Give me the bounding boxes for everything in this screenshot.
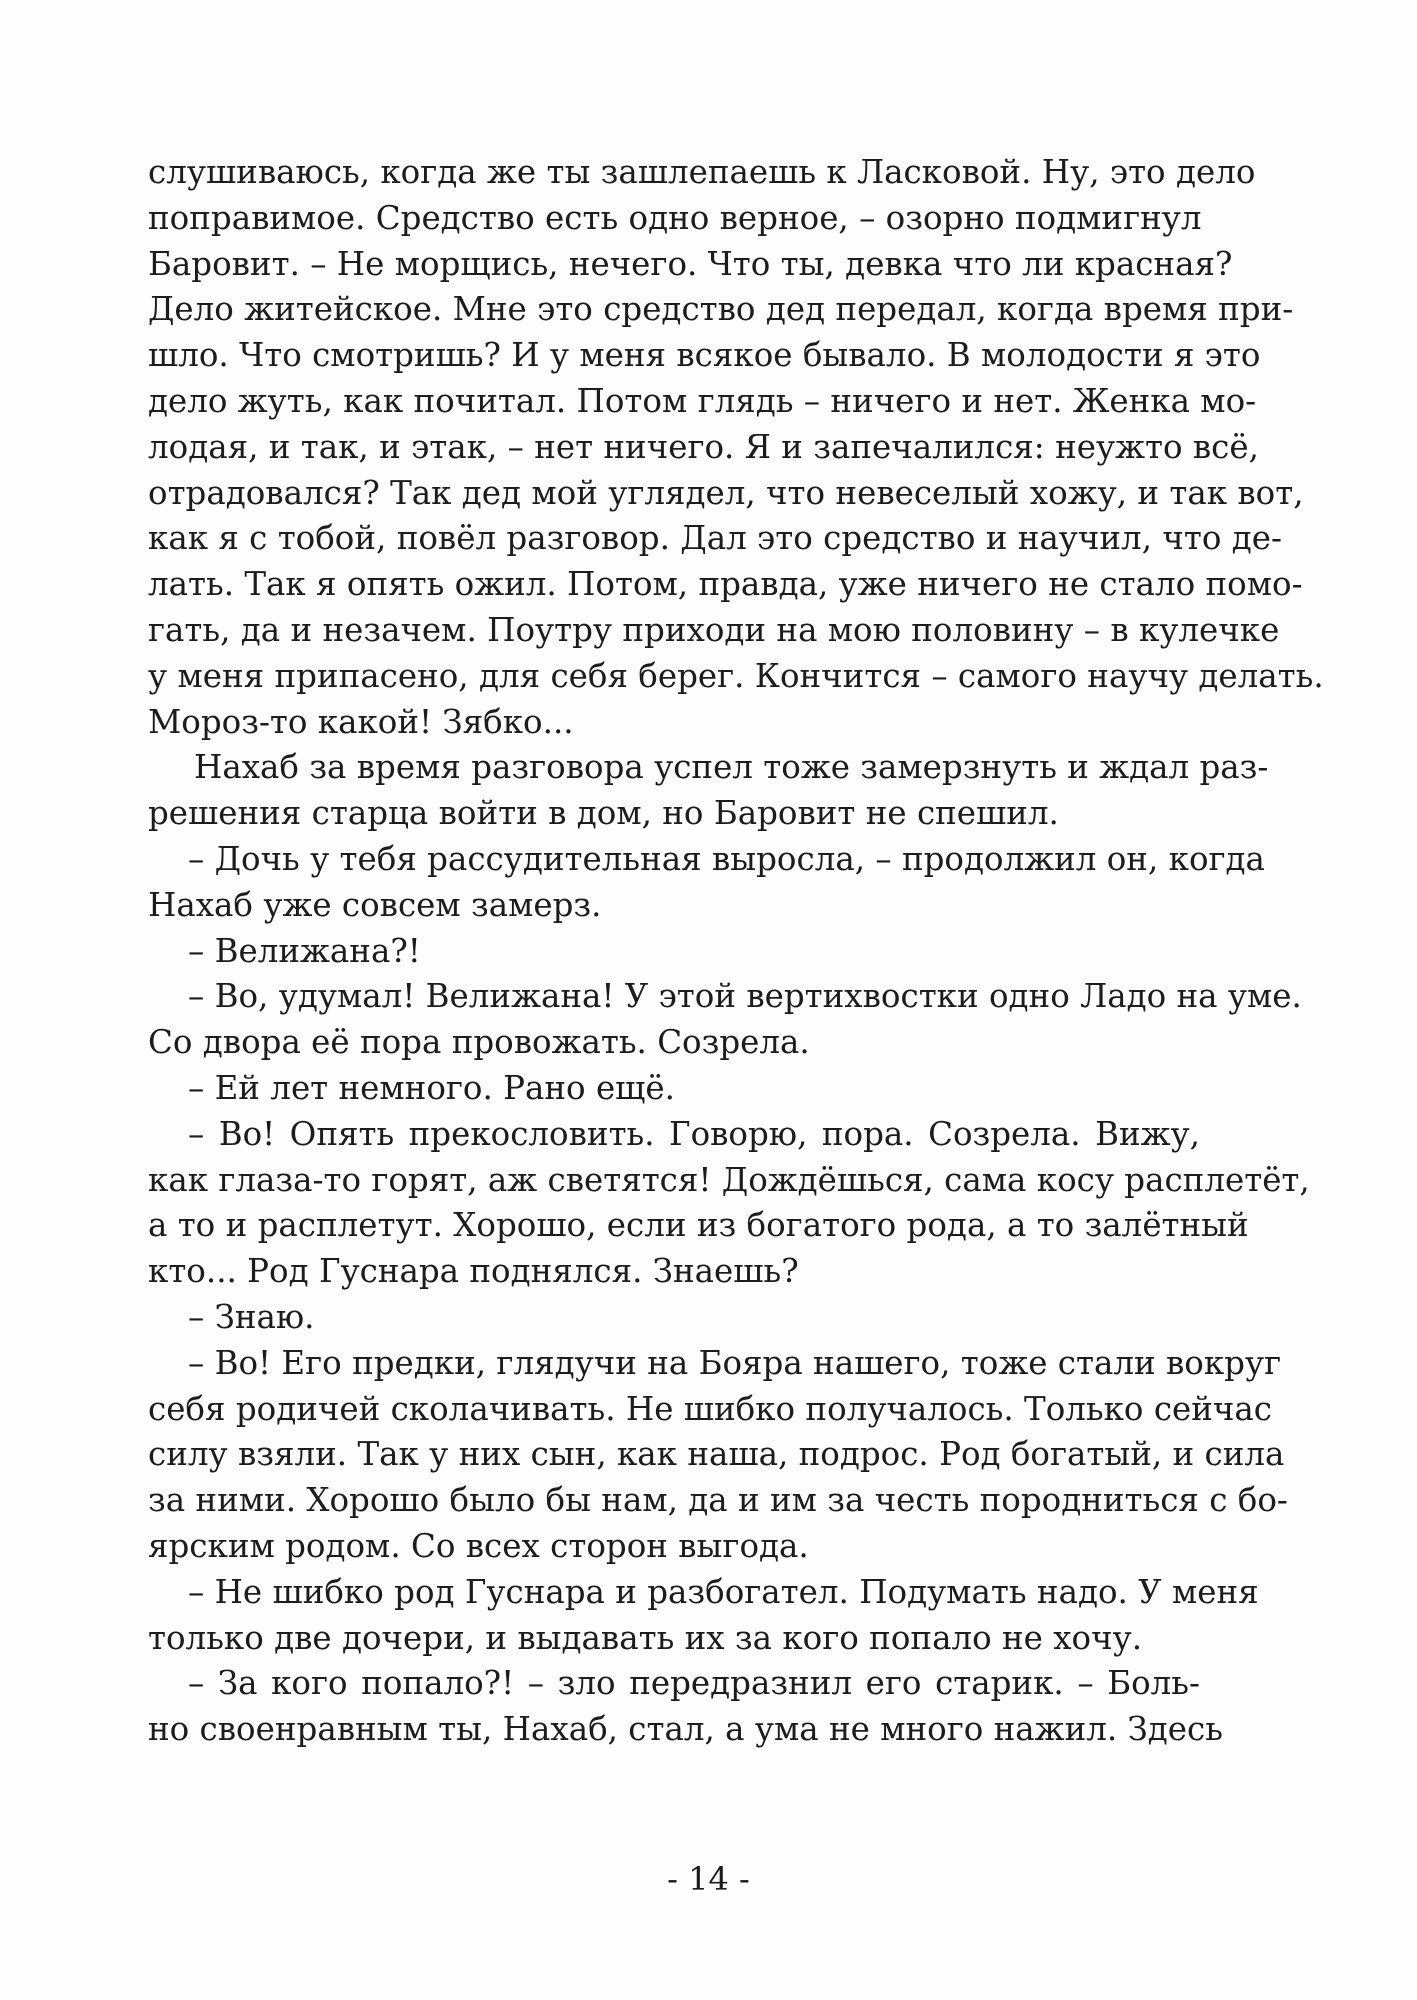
text-line: – Знаю. [188, 1297, 315, 1336]
text-line: за ними. Хорошо было бы нам, да и им за честь породниться с бо- [148, 1481, 1288, 1520]
text-line: ярским родом. Со всех сторон выгода. [148, 1526, 809, 1565]
text-line: кто... Род Гуснара поднялся. Знаешь? [148, 1252, 799, 1291]
text-line: Со двора её пора провожать. Созрела. [148, 1023, 810, 1062]
text-line: у меня припасено, для себя берег. Кончится – самого научу делать. [148, 656, 1324, 695]
text-line: слушиваюсь, когда же ты зашлепаешь к Ласковой. Ну, это дело [148, 153, 1256, 191]
text-line: – Велижана?! [188, 931, 421, 970]
text-line: но своенравным ты, Нахаб, стал, а ума не много нажил. Здесь [148, 1710, 1223, 1749]
text-line: себя родичей сколачивать. Не шибко получалось. Только сейчас [148, 1389, 1272, 1428]
text-line: Нахаб уже совсем замерз. [148, 885, 602, 924]
page-number: - 14 - [667, 1860, 750, 1898]
text-line: как глаза-то горят, аж светятся! Дождёшься, сама косу расплетёт, [148, 1160, 1310, 1199]
text-line: – Во, удумал! Велижана! У этой вертихвостки одно Ладо на уме. [188, 977, 1302, 1016]
text-line: Нахаб за время разговора успел тоже замерзнуть и ждал раз- [194, 748, 1269, 787]
text-line: – Ей лет немного. Рано ещё. [188, 1068, 675, 1107]
text-line: дело жуть, как почитал. Потом глядь – ничего и нет. Женка мо- [148, 381, 1257, 420]
text-line: силу взяли. Так у них сын, как наша, подрос. Род богатый, и сила [148, 1435, 1285, 1474]
text-line: гать, да и незачем. Поутру приходи на мою половину – в кулечке [148, 610, 1280, 649]
text-line: Дело житейское. Мне это средство дед передал, когда время при- [148, 290, 1294, 329]
text-line: отрадовался? Так дед мой углядел, что невеселый хожу, и так вот, [148, 473, 1304, 512]
text-line: – Дочь у тебя рассудительная выросла, – продолжил он, когда [188, 839, 1265, 878]
text-line: шло. Что смотришь? И у меня всякое бывало. В молодости я это [148, 336, 1261, 375]
text-line: лать. Так я опять ожил. Потом, правда, уже ничего не стало помо- [148, 565, 1303, 604]
text-line: только две дочери, и выдавать их за кого попало не хочу. [148, 1618, 1143, 1657]
text-line: Баровит. – Не морщись, нечего. Что ты, девка что ли красная? [148, 244, 1233, 283]
text-line: – Во! Опять прекословить. Говорю, пора. Созрела. Вижу, [188, 1114, 1200, 1153]
text-line: – Не шибко род Гуснара и разбогател. Подумать надо. У меня [188, 1572, 1259, 1611]
body-text [148, 150, 1324, 1753]
text-line: Мороз-то какой! Зябко... [148, 702, 574, 741]
text-line: а то и расплетут. Хорошо, если из богатого рода, а то залётный [148, 1206, 1249, 1245]
text-line: как я с тобой, повёл разговор. Дал это средство и научил, что де- [148, 519, 1282, 558]
text-line: лодая, и так, и этак, – нет ничего. Я и запечалился: неужто всё, [148, 427, 1259, 466]
text-line: поправимое. Средство есть одно верное, – озорно подмигнул [148, 198, 1202, 237]
text-line: – За кого попало?! – зло передразнил его старик. – Боль- [188, 1664, 1200, 1703]
text-line: решения старца войти в дом, но Баровит не спешил. [148, 794, 1059, 833]
text-line: – Во! Его предки, глядучи на Бояра нашего, тоже стали вокруг [188, 1343, 1282, 1382]
